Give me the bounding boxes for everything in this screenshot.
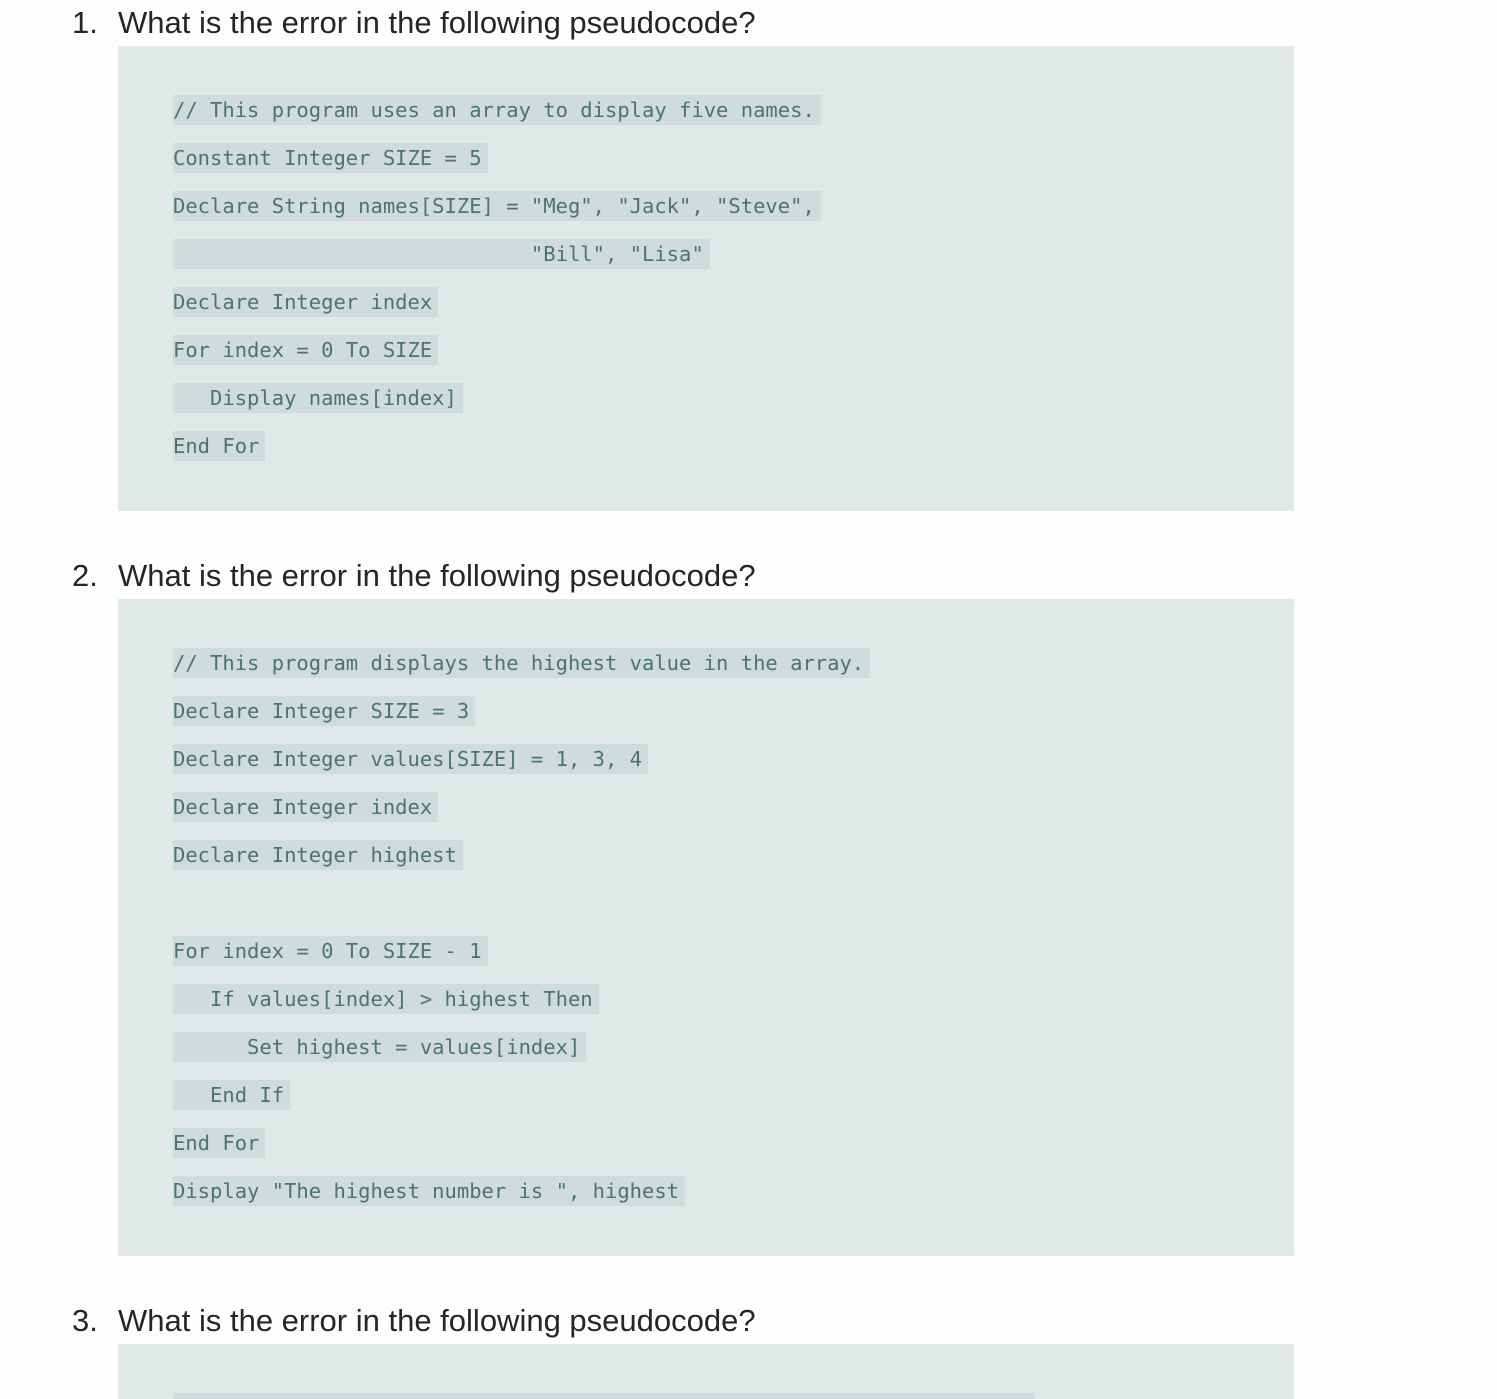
- question-title: [72, 556, 756, 596]
- code-line: // This program uses an array to display five names.: [173, 95, 821, 125]
- code-line: End For: [173, 1128, 265, 1158]
- question-number: 1.: [72, 5, 98, 40]
- code-line: Set highest = values[index]: [173, 1032, 586, 1062]
- question-text: What is the error in the following pseudocode?: [118, 1303, 756, 1338]
- code-line: Declare Integer index: [173, 287, 438, 317]
- question-title: [72, 1301, 756, 1341]
- code-line: Declare Integer values[SIZE] = 1, 3, 4: [173, 744, 648, 774]
- code-line: "Bill", "Lisa": [173, 239, 710, 269]
- code-block: [118, 599, 1294, 1256]
- code-line: Declare Integer SIZE = 3: [173, 696, 475, 726]
- code-line: End For: [173, 431, 265, 461]
- code-line: If values[index] > highest Then: [173, 984, 599, 1014]
- code-line: Constant Integer SIZE = 5: [173, 143, 488, 173]
- code-line: Declare String names[SIZE] = "Meg", "Jack", "Steve",: [173, 191, 821, 221]
- question-number: 3.: [72, 1303, 98, 1338]
- question-number: 2.: [72, 558, 98, 593]
- code-line: Declare Integer index: [173, 792, 438, 822]
- question-text: What is the error in the following pseudocode?: [118, 558, 756, 593]
- question-title: [72, 3, 756, 43]
- code-line: For index = 0 To SIZE: [173, 335, 438, 365]
- code-line: For index = 0 To SIZE - 1: [173, 936, 488, 966]
- code-line: // This program displays the highest value in the array.: [173, 648, 870, 678]
- code-block: [118, 46, 1294, 511]
- code-line-highlight: [173, 1393, 1035, 1399]
- question-text: What is the error in the following pseudocode?: [118, 5, 756, 40]
- code-line: Display "The highest number is ", highest: [173, 1176, 685, 1206]
- code-block: [118, 1344, 1294, 1399]
- code-line: Declare Integer highest: [173, 840, 463, 870]
- code-line: Display names[index]: [173, 383, 463, 413]
- code-line: End If: [173, 1080, 290, 1110]
